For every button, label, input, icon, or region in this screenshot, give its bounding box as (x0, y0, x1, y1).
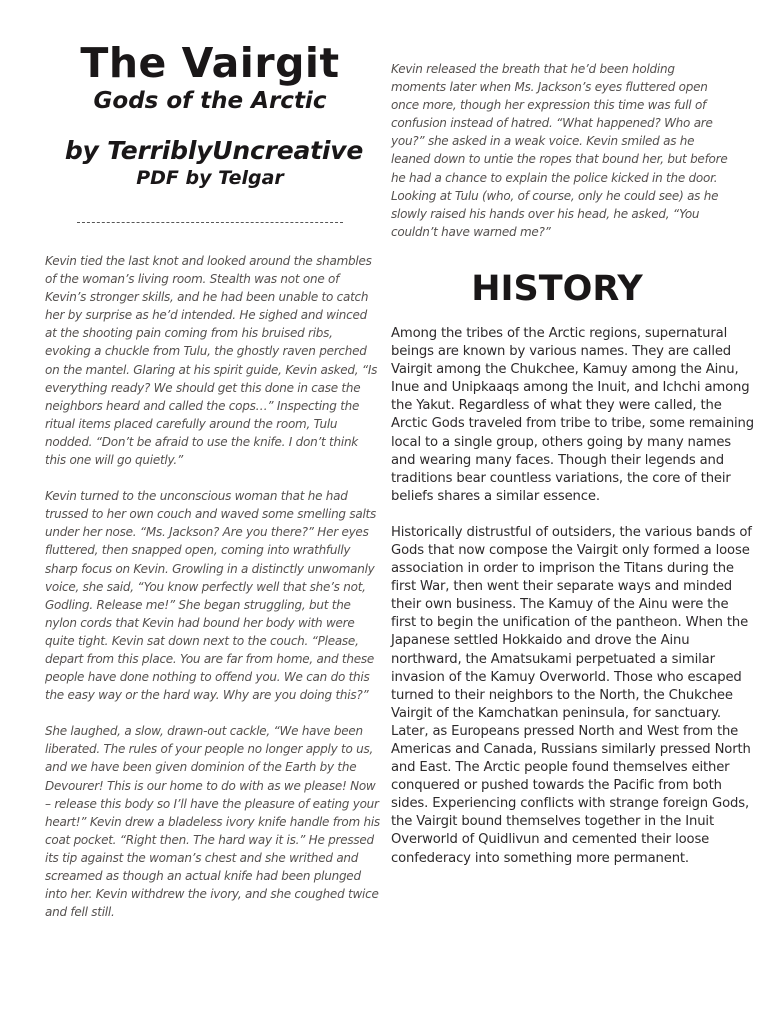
pdf-credit: PDF by Telgar (136, 167, 284, 189)
story-paragraph: Kevin released the breath that he’d been holding moments later when Ms. Jackson’s eyes fluttered open once more, though her expression this time was full of confusion instead of hatred. “What happened? Who are you?” she asked in a weak voice. Kevin smiled as he leaned down to untie the ropes that bound her, but before he had a chance to explain the police kicked in the door. Looking at Tulu (who, of course, only he could see) as he slowly raised his hands over his head, he asked, “You couldn’t have warned me?” (391, 62, 728, 239)
history-paragraph: Among the tribes of the Arctic regions, supernatural beings are known by various names. They are called Vairgit among the Chukchee, Kamuy among the Ainu, Inue and Unipkaaqs among the Inuit, and Ichchi among the Yakut. Regardless of what they were called, the Arctic Gods traveled from tribe to tribe, some remaining local to a single group, others going by many names and wearing many faces. Though their legends and traditions bear countless variations, the core of their beliefs shares a similar essence. (391, 325, 754, 504)
right-column (391, 60, 754, 886)
author-credit: by TerriblyUncreative (64, 136, 364, 165)
history-paragraph: Historically distrustful of outsiders, the various bands of Gods that now compose the Vairgit only formed a loose association in order to imprison the Titans during the first War, then went their separate ways and minded their own business. The Kamuy of the Ainu were the first to begin the unification of the pantheon. When the Japanese settled Hokkaido and drove the Ainu northward, the Amatsukami perpetuated a similar invasion of the Kamuy Overworld. Those who escaped turned to their neighbors to the North, the Chukchee Vairgit of the Kamchatkan peninsula, for sanctuary. Later, as Europeans pressed North and West from the Americas and Canada, Russians similarly pressed North and East. The Arctic people found themselves either conquered or pushed towards the Pacific from both sides. Experiencing conflicts with strange foreign Gods, the Vairgit bound themselves together in the Inuit Overworld of Quidlivun and cemented their loose confederacy into something more permanent. (391, 524, 752, 866)
document-subtitle: Gods of the Arctic (93, 88, 327, 114)
document-title: The Vairgit (80, 39, 340, 87)
separator-line (77, 222, 343, 223)
story-paragraph: Kevin tied the last knot and looked around the shambles of the woman’s living room. Stealth was not one of Kevin’s stronger skills, and he had been unable to catch her by surprise as he’d intended. He sighed and winced at the shooting pain coming from his bruised ribs, evoking a chuckle from Tulu, the ghostly raven perched on the mantel. Glaring at his spirit guide, Kevin asked, “Is everything ready? We should get this done in case the neighbors heard and called the cops…” Inspecting the ritual items placed carefully around the room, Tulu nodded. “Don’t be afraid to use the knife. I don’t think this one will go quietly.” (45, 254, 378, 468)
story-paragraph: She laughed, a slow, drawn-out cackle, “We have been liberated. The rules of your people no longer apply to us, and we have been given dominion of the Earth by the Devourer! This is our home to do with as we please! Now – release this body so I’ll have the pleasure of eating your heart!” Kevin drew a bladeless ivory knife handle from his coat pocket. “Right then. The hard way it is.” He pressed its tip against the woman’s chest and she writhed and screamed as though an actual knife had been plunged into her. Kevin withdrew the ivory, and she coughed twice and fell still. (45, 724, 380, 920)
section-heading-history: HISTORY (471, 268, 643, 309)
story-paragraph: Kevin turned to the unconscious woman that he had trussed to her own couch and waved some smelling salts under her nose. “Ms. Jackson? Are you there?” Her eyes fluttered, then snapped open, coming into wrathfully sharp focus on Kevin. Growling in a distinctly unwomanly voice, she said, “You know perfectly well that she’s not, Godling. Release me!” She began struggling, but the nylon cords that Kevin had bound her body with were quite tight. Kevin sat down next to the couch. “Please, depart from this place. You are far from home, and these people have done nothing to offend you. We can do this the easy way or the hard way. Why are you doing this?” (45, 489, 377, 703)
story-left-column (45, 252, 381, 939)
left-column (44, 40, 384, 190)
